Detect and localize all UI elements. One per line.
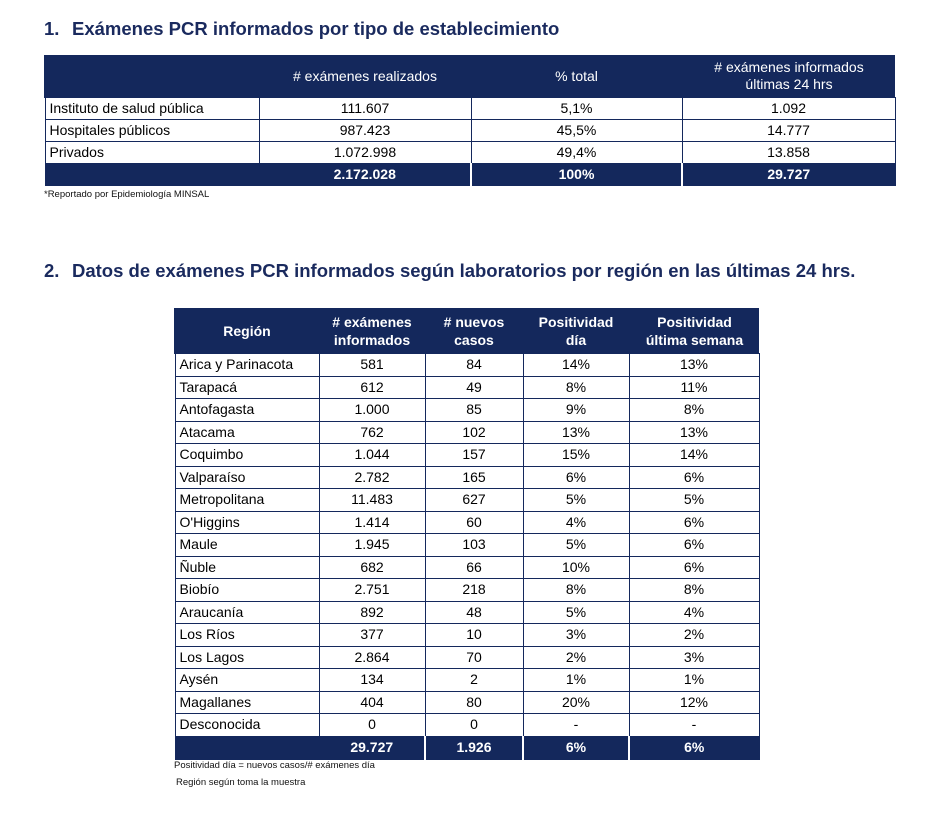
table-row [175,399,759,422]
table-cell: 13% [629,354,759,377]
table-cell: Araucanía [175,601,319,624]
table-cell: 987.423 [259,120,471,142]
table-cell: 5% [629,489,759,512]
header-cell: # exámenes informados últimas 24 hrs [682,55,895,98]
table-cell: Maule [175,534,319,557]
section-2-title-text: Datos de exámenes PCR informados según laboratorios por región en las últimas 24 hrs. [72,260,856,281]
source-note: *Reportado por Epidemiología MINSAL [44,189,210,200]
table-cell: 4% [629,601,759,624]
header-cell: # nuevos casos [425,308,523,354]
table-cell: 70 [425,646,523,669]
table-cell: 218 [425,579,523,602]
table-cell: 2% [629,624,759,647]
table-row [175,556,759,579]
table-cell: Atacama [175,421,319,444]
table-row [45,142,895,164]
table-cell: 85 [425,399,523,422]
table-cell: 6% [523,736,629,759]
table-row [175,601,759,624]
table-cell: 8% [523,376,629,399]
header-cell [45,55,259,98]
table-cell: - [523,714,629,737]
table-cell [45,164,259,186]
table-cell: 165 [425,466,523,489]
table-cell: 15% [523,444,629,467]
table-row [175,624,759,647]
table-cell: 1.072.998 [259,142,471,164]
table-cell: 2.172.028 [259,164,471,186]
table-cell: 66 [425,556,523,579]
section-2-number: 2. [44,260,60,281]
table-cell: 404 [319,691,425,714]
table-cell: 49 [425,376,523,399]
table-cell: 6% [523,466,629,489]
table-cell: 80 [425,691,523,714]
table-cell: 4% [523,511,629,534]
table-cell: O'Higgins [175,511,319,534]
establecimiento-table [44,55,896,186]
table-cell: 377 [319,624,425,647]
header-cell: Positividad última semana [629,308,759,354]
table-row [175,466,759,489]
section-2-title [44,260,855,282]
table-cell: 5% [523,534,629,557]
table-cell: Antofagasta [175,399,319,422]
table-cell: 3% [523,624,629,647]
table-cell: 11% [629,376,759,399]
table-cell: Arica y Parinacota [175,354,319,377]
table-row [175,646,759,669]
table-row [175,444,759,467]
table-cell: 13% [629,421,759,444]
table-row [175,691,759,714]
header-cell: # exámenes informados [319,308,425,354]
table-cell: 49,4% [471,142,682,164]
table-cell: 627 [425,489,523,512]
table-cell: 14.777 [682,120,895,142]
table-row [175,714,759,737]
table-cell: 8% [629,579,759,602]
table-cell: Biobío [175,579,319,602]
table-cell: 2.782 [319,466,425,489]
table-cell: 612 [319,376,425,399]
table-cell: 1.945 [319,534,425,557]
table-cell: Privados [45,142,259,164]
table-cell: Metropolitana [175,489,319,512]
table-cell: Los Ríos [175,624,319,647]
table-header-row [175,308,759,354]
table-cell: 1.000 [319,399,425,422]
section-1-title-text: Exámenes PCR informados por tipo de establecimiento [72,18,560,39]
table-cell: 8% [629,399,759,422]
table-cell: Ñuble [175,556,319,579]
table-cell: 1% [523,669,629,692]
table-cell: Desconocida [175,714,319,737]
table-cell: - [629,714,759,737]
table-cell: 13.858 [682,142,895,164]
table-cell: 100% [471,164,682,186]
table-cell: 48 [425,601,523,624]
table-cell: 10% [523,556,629,579]
table-cell: Magallanes [175,691,319,714]
table-cell: 2 [425,669,523,692]
table-cell: 6% [629,736,759,759]
table-cell: Valparaíso [175,466,319,489]
table-cell: 9% [523,399,629,422]
table-cell: 892 [319,601,425,624]
table-cell: 111.607 [259,98,471,120]
table-cell: 45,5% [471,120,682,142]
table-row [175,511,759,534]
table-cell: 84 [425,354,523,377]
header-cell: # exámenes realizados [259,55,471,98]
table-row [45,98,895,120]
table-cell: Aysén [175,669,319,692]
table-cell: 29.727 [319,736,425,759]
header-cell: Positividad día [523,308,629,354]
table-cell: Tarapacá [175,376,319,399]
table-row [175,579,759,602]
table-cell: 5% [523,601,629,624]
table-cell: 1% [629,669,759,692]
header-cell: % total [471,55,682,98]
table-row [175,489,759,512]
table-cell: 0 [319,714,425,737]
table-cell: 6% [629,556,759,579]
table-cell: 762 [319,421,425,444]
header-cell: Región [175,308,319,354]
table-cell: Instituto de salud pública [45,98,259,120]
table-row [175,534,759,557]
table-cell: 581 [319,354,425,377]
region-note: Región según toma la muestra [176,777,306,788]
table-cell: 8% [523,579,629,602]
table-cell: 1.092 [682,98,895,120]
table-cell: 1.414 [319,511,425,534]
table-cell: 2% [523,646,629,669]
table-cell: 10 [425,624,523,647]
table-cell: 12% [629,691,759,714]
table-row [175,354,759,377]
table-cell: 6% [629,466,759,489]
table-row [45,120,895,142]
table-cell: 2.864 [319,646,425,669]
table-cell: 157 [425,444,523,467]
total-row [45,164,895,186]
table-row [175,421,759,444]
table-cell: 682 [319,556,425,579]
table-cell: 60 [425,511,523,534]
table-cell: 14% [523,354,629,377]
table-cell: 6% [629,534,759,557]
total-row [175,736,759,759]
table-cell: 20% [523,691,629,714]
table-cell: 2.751 [319,579,425,602]
positividad-note: Positividad día = nuevos casos/# exámenes día [174,760,375,771]
table-cell: 6% [629,511,759,534]
table-cell: Coquimbo [175,444,319,467]
table-cell: 1.044 [319,444,425,467]
table-cell: 14% [629,444,759,467]
table-row [175,669,759,692]
table-cell: 5% [523,489,629,512]
table-cell: 5,1% [471,98,682,120]
section-1-number: 1. [44,18,60,39]
table-cell: Los Lagos [175,646,319,669]
table-header-row [45,55,895,98]
table-cell: 11.483 [319,489,425,512]
table-cell: Hospitales públicos [45,120,259,142]
table-cell: 134 [319,669,425,692]
table-cell: 0 [425,714,523,737]
table-cell: 102 [425,421,523,444]
table-cell: 3% [629,646,759,669]
table-row [175,376,759,399]
table-cell: 13% [523,421,629,444]
table-cell: 1.926 [425,736,523,759]
region-table [174,308,760,760]
table-cell: 29.727 [682,164,895,186]
table-cell: 103 [425,534,523,557]
table-cell [175,736,319,759]
section-1-title [44,18,559,40]
